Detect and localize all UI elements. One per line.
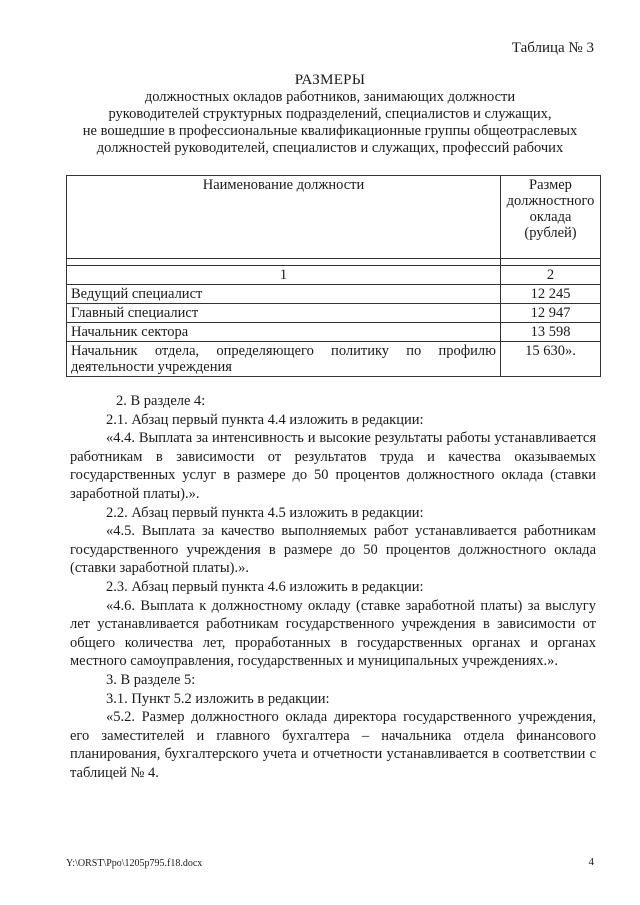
paragraph: «5.2. Размер должностного оклада директора государственного учреждения, его заместителей и главного бухгалтера – начальника отдела финансового планирования, бухгалтерского учета и отчетности устанавливается в соответствии с таблицей № 4. xyxy=(70,709,596,781)
column-number: 2 xyxy=(501,266,601,285)
paragraph: 2.2. Абзац первый пункта 4.5 изложить в редакции: xyxy=(106,504,424,521)
document-title xyxy=(60,72,600,157)
paragraph: 3. В разделе 5: xyxy=(106,671,196,688)
paragraph: «4.5. Выплата за качество выполняемых работ устанавливается работникам государственного учреждения в размере до 50 процентов должностного оклада (ставки заработной платы).». xyxy=(70,523,596,577)
gap-cell xyxy=(67,259,501,266)
paragraph: 2.3. Абзац первый пункта 4.6 изложить в редакции: xyxy=(106,578,424,595)
paragraph: «4.4. Выплата за интенсивность и высокие результаты работы устанавливается работникам в зависимости от результатов труда и качества оказываемых государственных услуг в размере до 50 процентов должностного оклада (ставки заработной платы).». xyxy=(70,430,596,502)
gap-cell xyxy=(501,259,601,266)
title-line: руководителей структурных подразделений, специалистов и служащих, xyxy=(108,106,552,122)
header-salary-line: должностного xyxy=(506,193,595,209)
title-line: не вошедшие в профессиональные квалификационные группы общеотраслевых xyxy=(82,123,578,139)
page-number: 4 xyxy=(588,856,594,868)
column-number-row xyxy=(67,266,601,285)
title-line: должностей руководителей, специалистов и служащих, профессий рабочих xyxy=(96,140,564,156)
paragraph: «4.6. Выплата к должностному окладу (ставке заработной платы) за выслугу лет устанавливается работникам государственного учреждения в зависимости от общего количества лет, проработанных в государственных органах и органах местного самоуправления, государственных и муниципальных учреждениях.». xyxy=(70,597,596,670)
table-label: Таблица № 3 xyxy=(511,40,594,56)
salary-cell: 12 947 xyxy=(501,304,601,323)
position-cell: Главный специалист xyxy=(67,304,501,323)
header-salary-line: Размер xyxy=(529,177,572,193)
table-row xyxy=(67,342,601,377)
header-salary xyxy=(501,176,601,259)
salary-table xyxy=(66,175,601,377)
header-position: Наименование должности xyxy=(67,176,501,259)
table-gap-row xyxy=(67,259,601,266)
paragraph: 3.1. Пункт 5.2 изложить в редакции: xyxy=(106,690,330,707)
position-cell-line: Начальник отдела, определяющего политику по профилю xyxy=(71,343,496,359)
paragraph: 2. В разделе 4: xyxy=(116,393,206,409)
header-salary-line: оклада xyxy=(529,209,572,225)
footer-file-path: Y:\ORST\Ppo\1205p795.f18.docx xyxy=(66,858,203,869)
table-header-row xyxy=(67,176,601,259)
document-body xyxy=(70,392,596,782)
position-cell-line: деятельности учреждения xyxy=(71,359,232,375)
title-line: должностных окладов работников, занимающих должности xyxy=(144,89,516,105)
table-row xyxy=(67,323,601,342)
header-salary-line: (рублей) xyxy=(524,225,577,241)
salary-cell: 12 245 xyxy=(501,285,601,304)
column-number: 1 xyxy=(67,266,501,285)
table-row xyxy=(67,304,601,323)
position-cell xyxy=(67,342,501,377)
title-main: РАЗМЕРЫ xyxy=(294,72,366,88)
table-row xyxy=(67,285,601,304)
salary-cell: 13 598 xyxy=(501,323,601,342)
position-cell: Ведущий специалист xyxy=(67,285,501,304)
paragraph: 2.1. Абзац первый пункта 4.4 изложить в редакции: xyxy=(106,411,424,428)
position-cell: Начальник сектора xyxy=(67,323,501,342)
salary-cell: 15 630». xyxy=(501,342,601,377)
